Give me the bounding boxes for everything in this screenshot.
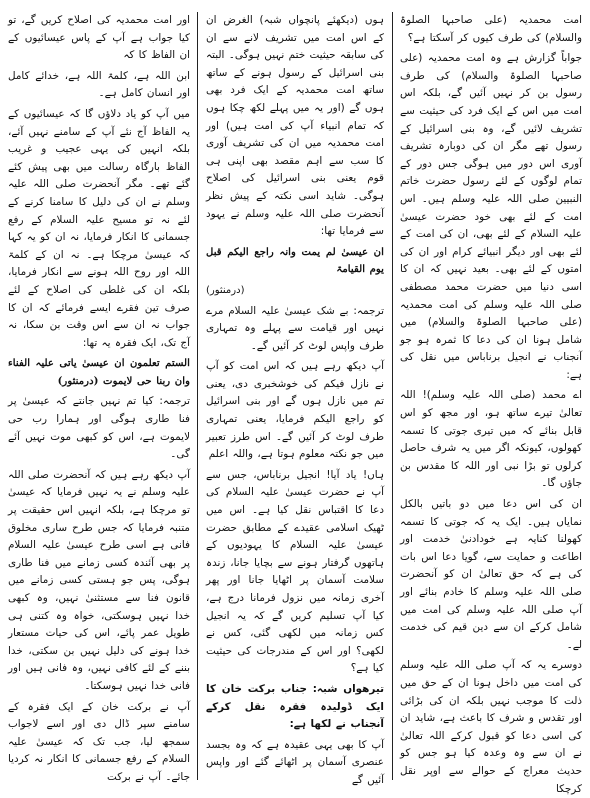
translation-paragraph: ترجمہ: کیا تم نہیں جانتے کہ عیسیٰ پر فنا طاری ہوگی اور ہمارا رب حی لایموت ہے، اس کو کبھی موت نہیں آئے گی۔ — [8, 395, 190, 461]
paragraph: میں آپ کو یاد دلاؤں گا کہ عیسائیوں کے یہ الفاظ آج نئے آپ کے سامنے نہیں آئے، بلکہ انہیں کی یہی عجیب و غریب الفاظ بارگاہ رسالت میں بھی پیش کئے گئے تھے۔ مگر آنحضرت صلی اللہ علیہ وسلم نے ان کی دلیل کا سامنا کرنے کے لئے نہ تو مسیح علیہ السلام کے رفع جسمانی کا انکار فرمایا، نہ ان کو یہ کہا کہ عیسیٰ مرچکا ہے۔ نہ ان کے کلمۃ اللہ اور روح اللہ ہونے سے انکار فرمایا، بلکہ ان کی غلطی کی اصلاح کے لئے صرف تین فقرے ایسے فرمائے کہ ان کا جواب نہ ان سے اس وقت بن سکا، نہ آج تک، ایک فقرہ یہ تھا: — [8, 107, 190, 349]
column-left — [8, 12, 190, 783]
paragraph: آپ دیکھ رہے ہیں کہ اس امت کو آپ نے نازل فیکم کی خوشخبری دی، یعنی تم میں نازل ہوں گے اور بنی اسرائیل کو راجع الیکم فرمایا، یعنی تمہاری طرف لوٹ کر آئیں گے۔ اس طرز تعبیر میں جو نکتہ معلوم ہوتا ہے، واللہ اعلم — [206, 360, 384, 461]
column-divider — [392, 12, 393, 780]
paragraph: ان کی اس دعا میں دو باتیں بالکل نمایاں ہیں۔ ایک یہ کہ جوتی کا تسمہ کھولنا کنایہ ہے خودادنیٰ خدمت اور اطاعت و حمایت سے، گویا دعا اس بات کی ہے کہ حق تعالیٰ ان کو آنحضرت صلی اللہ علیہ وسلم کا خادم بنائے اور آپ صلی اللہ علیہ وسلم کی امت میں شامل کرکے ان سے دین قیم کی خدمت لے۔ — [400, 498, 582, 651]
paragraph: ہاں! یاد آیا! انجیل برناباس، جس سے آپ نے حضرت عیسیٰ علیہ السلام کی دعا کا اقتباس نقل کیا ہے۔ اس میں ٹھیک اسلامی عقیدے کے مطابق حضرت عیسیٰ علیہ السلام کا یہودیوں کے ہاتھوں گرفتار ہونے سے بچایا جانا، زندہ سلامت آسمان پر اٹھایا جانا اور پھر آخری زمانہ میں نزول فرمانا درج ہے، کیا آپ تسلیم کریں گے کہ یہ انجیل کس زمانہ میں لکھی گئی، کس نے لکھی؟ اور اس کے مندرجات کی حیثیت کیا ہے؟ — [206, 468, 384, 675]
paragraph: جواباً گزارش ہے وہ امت محمدیہ (علی صاحبہا الصلوۃ والسلام) کی طرف رسول بن کر نہیں آئیں گے، بلکہ اس امت میں اس کے ایک فرد کی حیثیت سے تشریف لائیں گے، وہ بنی اسرائیل کے رسول تھے مگر ان کی دوبارہ تشریف آوری اس دور میں ہوگی جس دور کے تمام لوگوں کے لئے رسول حضرت خاتم النبیین صلی اللہ علیہ وسلم ہیں۔ اس امت کے لئے بھی خود حضرت عیسیٰ علیہ السلام کے لئے بھی، ان کی امت کے لئے بھی اور دیگر انبیائے کرام اور ان کی امتوں کے لئے بھی۔ بعید نہیں کہ ان کا اسی دنیا میں حضرت محمد مصطفی صلی اللہ علیہ وسلم کی امت محمدیہ (علی صاحبہا الصلوۃ والسلام) میں شامل ہونا ان کی دعا کا ثمرہ ہو جو آنجناب نے انجیل برناباس میں نقل کی ہے: — [400, 52, 582, 381]
translation-paragraph: ترجمہ: بے شک عیسیٰ علیہ السلام مرے نہیں اور قیامت سے پہلے وہ تمہاری طرف واپس لوٹ کر آئیں گے۔ — [206, 304, 384, 352]
paragraph: آپ نے برکت خان کے ایک فقرہ کے سامنے سپر ڈال دی اور اسے لاجواب سمجھ لیا، جب تک کہ عیسیٰ علیہ السلام کے رفع جسمانی کا انکار نہ کردیا جائے۔ آپ نے برکت — [8, 700, 190, 783]
paragraph: امت محمدیہ (علی صاحبہا الصلوۃ والسلام) کی طرف کیوں کر آسکتا ہے؟ — [400, 14, 582, 44]
paragraph: اور امت محمدیہ کی اصلاح کریں گے، تو کیا جواب ہے آپ کے پاس عیسائیوں کے ان الفاظ کا کہ — [8, 14, 190, 62]
paragraph: ہوں (دیکھئے پانچواں شبہ) الغرض ان کے اس امت میں تشریف لانے سے ان کی سابقہ حیثیت ختم نہیں ہوگی۔ البتہ بنی اسرائیل کے رسول ہونے کے ساتھ ساتھ امت محمدیہ کے ایک فرد بھی ہوں گے (اور یہ میں پہلے لکھ چکا ہوں کہ تمام انبیاء آپ کی امت ہیں) اور امت محمدیہ میں ان کی تشریف آوری کا سب سے اہم مقصد بھی اپنی ہی قوم یعنی بنی اسرائیل کی اصلاح ہوگی۔ شاید اسی نکتہ کے پیش نظر آنحضرت صلی اللہ علیہ وسلم نے یہود سے فرمایا تھا: — [206, 14, 384, 238]
quote-paragraph: ابن اللہ ہے، کلمۃ اللہ ہے، خدائے کامل اور انسان کامل ہے۔ — [8, 69, 190, 100]
paragraph: آپ کا بھی یہی عقیدہ ہے کہ وہ بجسد عنصری آسمان پر اٹھائے گئے اور واپس آئیں گے — [206, 738, 384, 786]
paragraph: آپ دیکھ رہے ہیں کہ آنحضرت صلی اللہ علیہ وسلم نے یہ نہیں فرمایا کہ عیسیٰ تو مرچکا ہے، بلکہ انہیں اس حقیقت پر متنبہ فرمایا کہ جس طرح ساری مخلوق فانی ہے اسی طرح عیسیٰ علیہ السلام پر بھی آئندہ کسی زمانے میں فنا طاری ہوگی، پس جو ہستی کسی زمانے میں قانون فنا سے مستثنیٰ نہیں، وہ کبھی خدا نہیں ہوسکتی، خواہ وہ کتنی ہی طویل عمر پائے، اس کی حیات مستعار خدا ہونے کی دلیل نہیں بن سکتی، خدا بننے کے لئے کافی نہیں، وہ فانی ہیں اور فانی خدا نہیں ہوسکتا۔ — [8, 468, 190, 692]
column-right — [400, 12, 582, 795]
reference: (درمنثور) — [206, 284, 245, 296]
section-heading: تیرھواں شبہ: جناب برکت خان کا ایک ڈولیدہ فقرہ نقل کرکے آنجناب نے لکھا ہے: — [206, 682, 384, 731]
arabic-quote: ان عیسیٰ لم یمت وانہ راجع الیکم قبل یوم القیامۃ — [206, 245, 384, 276]
arabic-quote: الستم تعلمون ان عیسیٰ یاتی علیہ الفناء وان ربنا حی لایموت (درمنثور) — [8, 357, 190, 387]
column-divider — [197, 12, 198, 780]
paragraph: دوسرے یہ کہ آپ صلی اللہ علیہ وسلم کی امت میں داخل ہونا ان کے حق میں ذلت کا موجب نہیں بلکہ ان کی بڑائی اور تقدس و شرف کا باعث ہے، شاید ان کی اسی دعا کو قبول کرکے اللہ تعالیٰ نے ان سے وہ وعدہ کیا ہو جس کو حدیث معراج کے حوالے سے اوپر نقل کرچکا — [400, 659, 582, 795]
quote-paragraph: اے محمد (صلی اللہ علیہ وسلم)! اللہ تعالیٰ تیرے ساتھ ہو، اور مجھ کو اس قابل بنائے کہ میں تیری جوتی کا تسمہ کھولوں، کیونکہ اگر میں یہ شرف حاصل کرلوں تو بڑا نبی اور اللہ کا مقدس بن جاؤں گا۔ — [400, 389, 582, 490]
column-middle — [206, 12, 384, 786]
